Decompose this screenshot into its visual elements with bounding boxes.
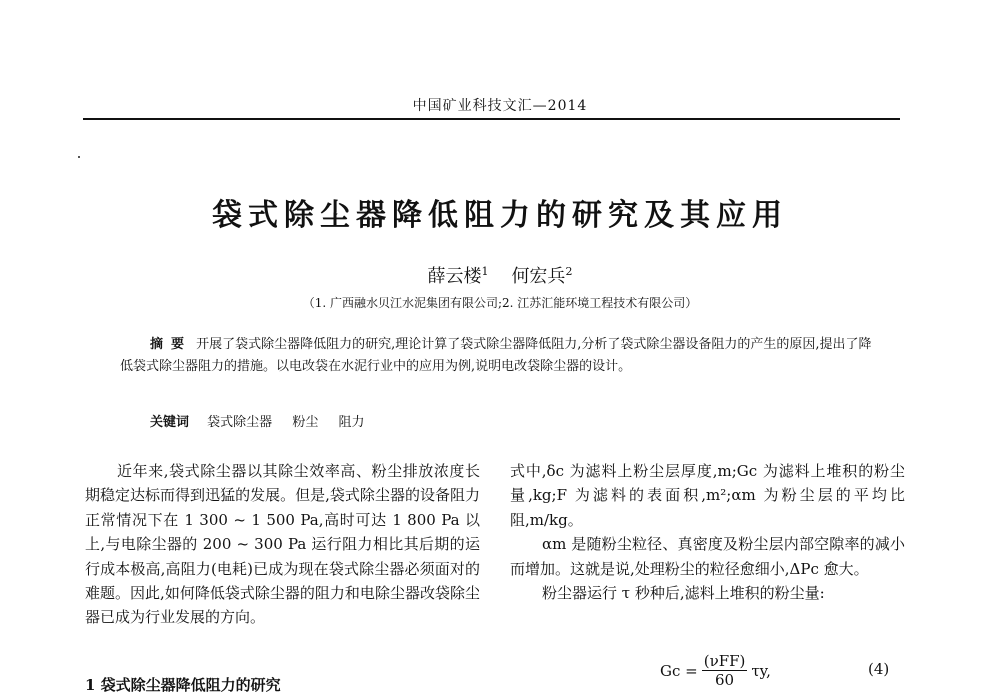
abstract: [120, 334, 880, 378]
keyword: 袋式除尘器: [207, 415, 273, 430]
right-paragraph-1: 式中,δc 为滤料上粉尘层厚度,m;Gc 为滤料上堆积的粉尘量,kg;F 为滤料的表面积,m²;αm 为粉尘层的平均比阻,m/kg。: [510, 462, 905, 529]
keyword: 粉尘: [292, 415, 319, 430]
equation-denominator: 60: [715, 671, 735, 689]
keywords: [150, 411, 380, 430]
author-name: 薛云楼: [427, 266, 482, 287]
scan-speck: [78, 156, 80, 158]
equation-fraction: [702, 652, 748, 689]
abstract-text: 开展了袋式除尘器降低阻力的研究,理论计算了袋式除尘器降低阻力,分析了袋式除尘器设备阻力的产生的原因,提出了降低袋式除尘器阻力的措施。以电改袋在水泥行业中的应用为例,说明电改袋除尘器的设计。: [120, 337, 872, 374]
header-rule: [83, 118, 900, 120]
equation-number: (4): [868, 660, 890, 678]
section-heading: 1 袋式除尘器降低阻力的研究: [85, 676, 281, 694]
article-title: 袋式除尘器降低阻力的研究及其应用: [212, 198, 788, 233]
abstract-label: 摘要: [150, 337, 193, 352]
author-line: [0, 262, 1000, 288]
equation-rhs: τy,: [751, 661, 771, 680]
author-affil-mark: 1: [481, 265, 489, 278]
equation-lhs: Gc =: [660, 661, 698, 680]
author-affil-mark: 2: [565, 265, 573, 278]
keyword: 阻力: [338, 415, 365, 430]
right-paragraph-3: 粉尘器运行 τ 秒种后,滤料上堆积的粉尘量:: [542, 584, 825, 603]
equation-4: [660, 652, 771, 689]
affiliations: （1. 广西融水贝江水泥集团有限公司;2. 江苏汇能环境工程技术有限公司）: [302, 296, 698, 310]
left-column-paragraph: 近年来,袋式除尘器以其除尘效率高、粉尘排放浓度长期稳定达标而得到迅猛的发展。但是,袋式除尘器的设备阻力正常情况下在 1 300 ~ 1 500 Pa,高时可达 1 800 Pa 以上,与电除尘器的 200 ~ 300 Pa 运行阻力相比其后期的运行成本极高,高阻力(电耗)已成为现在袋式除尘器必须面对的难题。因此,如何降低袋式除尘器的阻力和电除尘器改袋除尘器已成为行业发展的方向。: [85, 462, 480, 627]
running-header: 中国矿业科技文汇—2014: [412, 98, 588, 114]
keywords-label: 关键词: [150, 415, 190, 430]
right-column: [510, 459, 905, 605]
author-name: 何宏兵: [511, 266, 566, 287]
equation-numerator: (νFF): [703, 652, 746, 670]
right-paragraph-2: αm 是随粉尘粒径、真密度及粉尘层内部空隙率的减小而增加。这就是说,处理粉尘的粒径愈细小,ΔPc 愈大。: [510, 535, 905, 578]
